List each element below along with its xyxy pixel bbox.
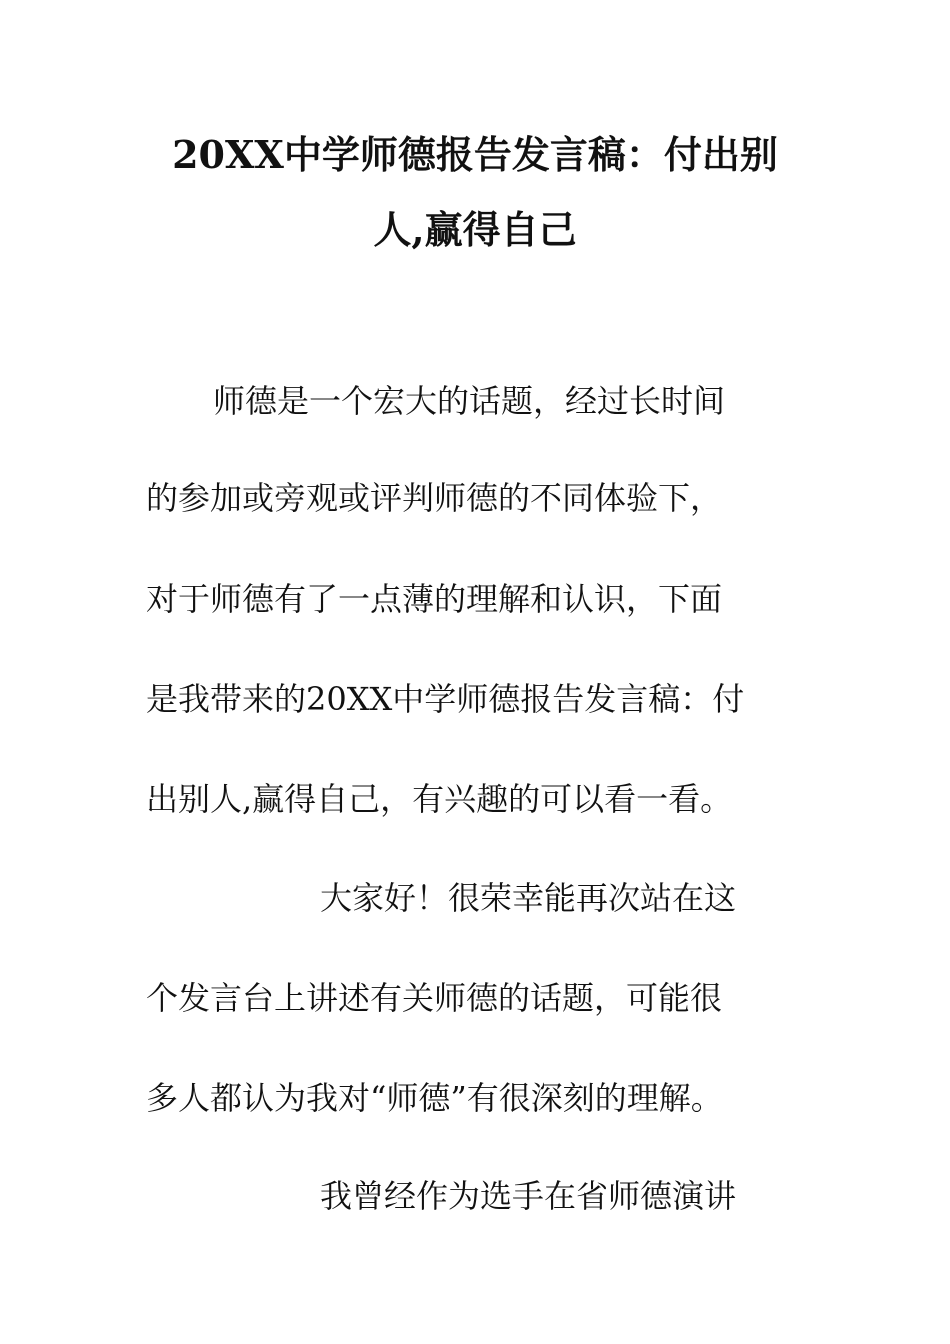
paragraph-line: 师德是一个宏大的话题，经过长时间 (213, 382, 726, 420)
paragraph-line: 大家好！很荣幸能再次站在这 (320, 879, 737, 917)
paragraph-line: 对于师德有了一点薄的理解和认识，下面 (146, 580, 723, 618)
paragraph-line: 个发言台上讲述有关师德的话题，可能很 (146, 979, 723, 1017)
paragraph-line: 多人都认为我对“师德”有很深刻的理解。 (146, 1079, 723, 1117)
paragraph-line: 出别人,赢得自己，有兴趣的可以看一看。 (146, 780, 733, 818)
document-title-line-1: 20XX中学师德报告发言稿：付出别 (172, 132, 778, 177)
paragraph-line: 的参加或旁观或评判师德的不同体验下， (146, 479, 723, 517)
document-title-line-2: 人,赢得自己 (373, 207, 577, 252)
paragraph-line: 我曾经作为选手在省师德演讲 (320, 1177, 737, 1215)
paragraph-line: 是我带来的20XX中学师德报告发言稿：付 (146, 680, 745, 718)
